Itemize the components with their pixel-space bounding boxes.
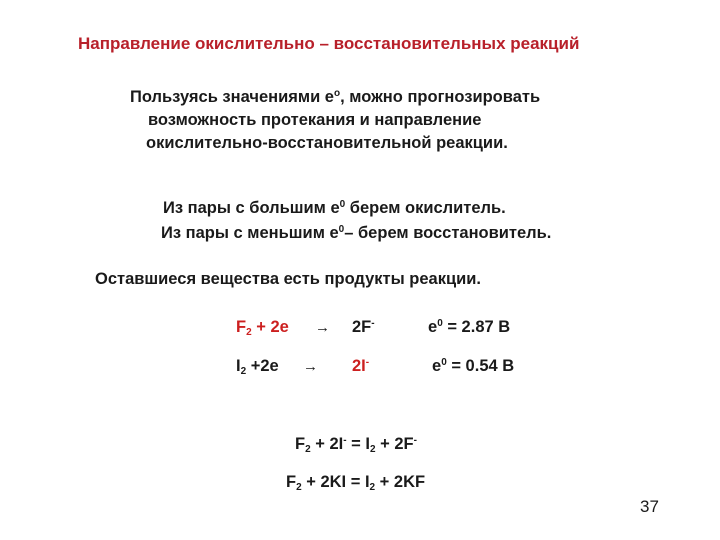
ionic-equation: $F_2 + 2I^- = I_2 + 2F^-$ <box>295 435 417 455</box>
slide-title: Направление окислительно – восстановительных реакций <box>78 34 580 53</box>
products-statement: Оставшиеся вещества есть продукты реакции. <box>95 270 482 288</box>
page-number: 37 <box>640 497 659 516</box>
molecular-equation: $F_2 + 2KI = I_2 + 2KF$ <box>286 473 426 493</box>
half-reaction-1-lhs: $F_2 + 2e$ <box>236 318 289 338</box>
rule-reducer: Из пары с меньшим $е^0-$ берем восстановитель. <box>161 224 552 242</box>
half-reaction-1-arrow: → <box>315 319 330 336</box>
half-reaction-2-lhs: $I_2 +2e$ <box>236 357 279 377</box>
half-reaction-1-rhs: 2F- <box>352 318 375 336</box>
half-reaction-2-potential: $e^0 = 0.54$ В <box>432 357 515 375</box>
half-reaction-2-arrow: → <box>303 358 318 375</box>
half-reaction-2-rhs: 2I- <box>352 357 370 375</box>
half-reaction-1-potential: $e^0 = 2.87$ В <box>428 318 511 336</box>
intro-line-2: возможность протекания и направление <box>148 111 482 129</box>
rule-oxidizer: Из пары с большим $е^0$ берем окислитель. <box>163 199 506 217</box>
intro-line-1: Пользуясь значениями $е^о$, можно прогнозировать <box>130 88 541 106</box>
intro-line-3: окислительно-восстановительной реакции. <box>146 134 508 152</box>
